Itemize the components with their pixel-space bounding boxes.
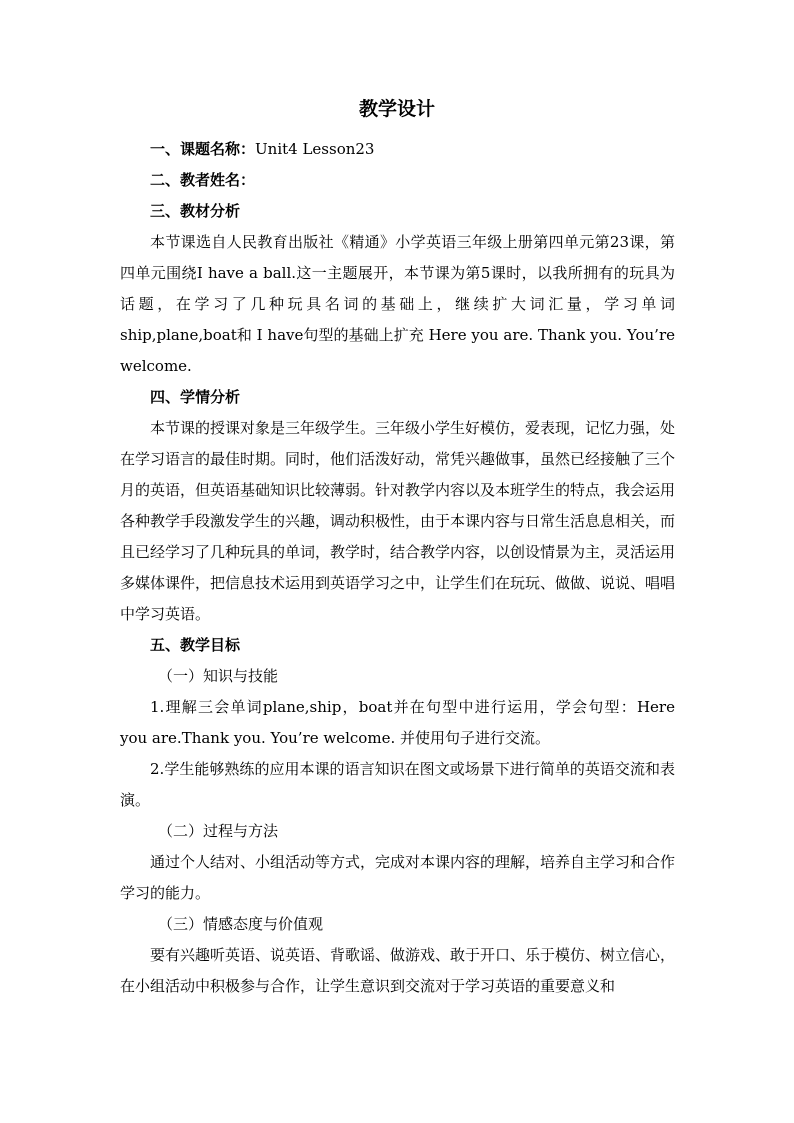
document-title: 教学设计 — [358, 98, 435, 120]
subheading-knowledge-skills: （一）知识与技能 — [158, 667, 279, 685]
knowledge-skills-item-2: 2.学生能够熟练的应用本课的语言知识在图文或场景下进行简单的英语交流和表演。 — [120, 760, 675, 809]
knowledge-skills-item-1: 1.理解三会单词plane,ship，boat并在句型中进行运用，学会句型：Here you are.Thank you. You’re welcome. 并使用句子进行交流。 — [120, 698, 675, 747]
document-body — [120, 134, 675, 1002]
section-heading-teaching-goals: 五、教学目标 — [150, 636, 241, 654]
learner-analysis-paragraph: 本节课的授课对象是三年级学生。三年级小学生好模仿，爱表现，记忆力强，处在学习语言的最佳时期。同时，他们活泼好动，常凭兴趣做事，虽然已经接触了三个月的英语，但英语基础知识比较薄弱。针对教学内容以及本班学生的特点，我会运用各种教学手段激发学生的兴趣，调动积极性，由于本课内容与日常生活息息相关，而且已经学习了几种玩具的单词，教学时，结合教学内容，以创设情景为主，灵活运用多媒体课件，把信息技术运用到英语学习之中，让学生们在玩玩、做做、说说、唱唱中学习英语。 — [120, 419, 676, 623]
process-methods-paragraph: 通过个人结对、小组活动等方式，完成对本课内容的理解，培养自主学习和合作学习的能力。 — [120, 853, 676, 902]
subheading-emotion-values: （三）情感态度与价值观 — [158, 915, 324, 933]
subheading-process-methods: （二）过程与方法 — [158, 822, 279, 840]
section-heading-material-analysis: 三、教材分析 — [150, 202, 241, 220]
topic-value: Unit4 Lesson23 — [255, 140, 375, 158]
section-heading-topic — [120, 134, 675, 165]
section-heading-teacher: 二、教者姓名： — [150, 171, 256, 189]
emotion-values-paragraph: 要有兴趣听英语、说英语、背歌谣、做游戏、敢于开口、乐于模仿、树立信心，在小组活动中积极参与合作，让学生意识到交流对于学习英语的重要意义和 — [120, 946, 676, 995]
topic-label: 一、课题名称： — [150, 140, 256, 158]
material-analysis-paragraph: 本节课选自人民教育出版社《精通》小学英语三年级上册第四单元第23课，第四单元围绕I have a ball.这一主题展开，本节课为第5课时，以我所拥有的玩具为话题，在学习了几种玩具名词的基础上，继续扩大词汇量，学习单词ship,plane,boat和 I have句型的基础上扩充 Here you are. Thank you. You’re welcome. — [120, 233, 675, 375]
section-heading-learner-analysis: 四、学情分析 — [150, 388, 241, 406]
